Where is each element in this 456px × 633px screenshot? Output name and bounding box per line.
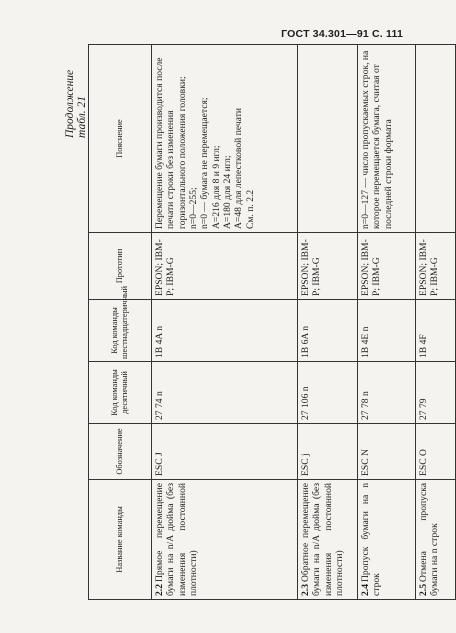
cell-decimal: 27 74 n	[152, 362, 298, 424]
explanation-line: A=48 для лепестковой печати	[233, 107, 245, 229]
explanation-line: n=0—255;	[187, 187, 199, 229]
cell-designation: ESC j	[298, 424, 358, 480]
col-header-name: Название команды	[89, 480, 152, 600]
cell-hex: 1B 4F	[416, 300, 456, 362]
cell-explanation	[416, 45, 456, 233]
row-number: 2.2	[154, 584, 165, 596]
cell-prototype: EPSON; IBM-P; IBM-G	[152, 233, 298, 300]
explanation-line: n=0—127 — число пропускаемых строк, на которое перемещается бумага, считая от последней строки формата	[360, 50, 394, 229]
cell-prototype: EPSON; IBM-P; IBM-G	[298, 233, 358, 300]
rotated-table-block	[58, 45, 441, 600]
row-number: 2.5	[418, 584, 429, 596]
table-row	[152, 45, 298, 600]
cell-explanation	[358, 45, 416, 233]
row-number: 2.3	[300, 584, 311, 596]
cell-designation: ESC O	[416, 424, 456, 480]
cell-decimal: 27 79	[416, 362, 456, 424]
table-row	[298, 45, 358, 600]
cell-designation: ESC N	[358, 424, 416, 480]
cell-decimal: 27 78 n	[358, 362, 416, 424]
command-name: Обратное перемещение бумаги на n/A дюйма (без изменения постоянной плотности)	[300, 483, 345, 596]
cell-explanation	[152, 45, 298, 233]
page-header: ГОСТ 34.301—91 С. 111	[281, 28, 403, 40]
explanation-line: A=216 для 8 и 9 игл;	[210, 145, 222, 229]
col-header-decimal: Код команды десятичный	[89, 362, 152, 424]
cell-name	[416, 480, 456, 600]
cell-hex: 1B 4E n	[358, 300, 416, 362]
cell-hex: 1B 4A n	[152, 300, 298, 362]
cell-prototype: EPSON; IBM-P; IBM-G	[416, 233, 456, 300]
col-header-explanation: Пояснение	[89, 45, 152, 233]
explanation-line: Перемещение бумаги производится после печати строки без изменения горизонтального положения головки;	[154, 57, 188, 229]
table-row	[416, 45, 456, 600]
col-header-designation: Обозначение	[89, 424, 152, 480]
command-name: Отмена пропуска бумаги на n строк	[418, 483, 441, 596]
explanation-line: См. п. 2.2	[244, 189, 256, 229]
cell-hex: 1B 6A n	[298, 300, 358, 362]
row-number: 2.4	[360, 584, 371, 596]
cell-explanation	[298, 45, 358, 233]
table-row	[358, 45, 416, 600]
cell-name	[298, 480, 358, 600]
table-header-row	[89, 45, 152, 600]
explanation-line: n=0 — бумага не перемещается;	[199, 97, 211, 229]
command-name: Прямое перемещение бумаги на n/A дюйма (без изменения постоянной плотности)	[154, 483, 199, 596]
cell-decimal: 27 106 n	[298, 362, 358, 424]
explanation-line: A=180 для 24 игл;	[221, 155, 233, 229]
command-name: Пропуск бумаги на n строк	[360, 483, 383, 596]
cell-name	[152, 480, 298, 600]
cell-name	[358, 480, 416, 600]
table-continuation-caption: Продолжение табл. 21	[64, 69, 88, 138]
cell-designation: ESC J	[152, 424, 298, 480]
col-header-hex: Код команды шестнадцатеричный	[89, 300, 152, 362]
cell-prototype: EPSON; IBM-P; IBM-G	[358, 233, 416, 300]
col-header-prototype: Прототип	[89, 233, 152, 300]
command-table	[88, 44, 456, 600]
